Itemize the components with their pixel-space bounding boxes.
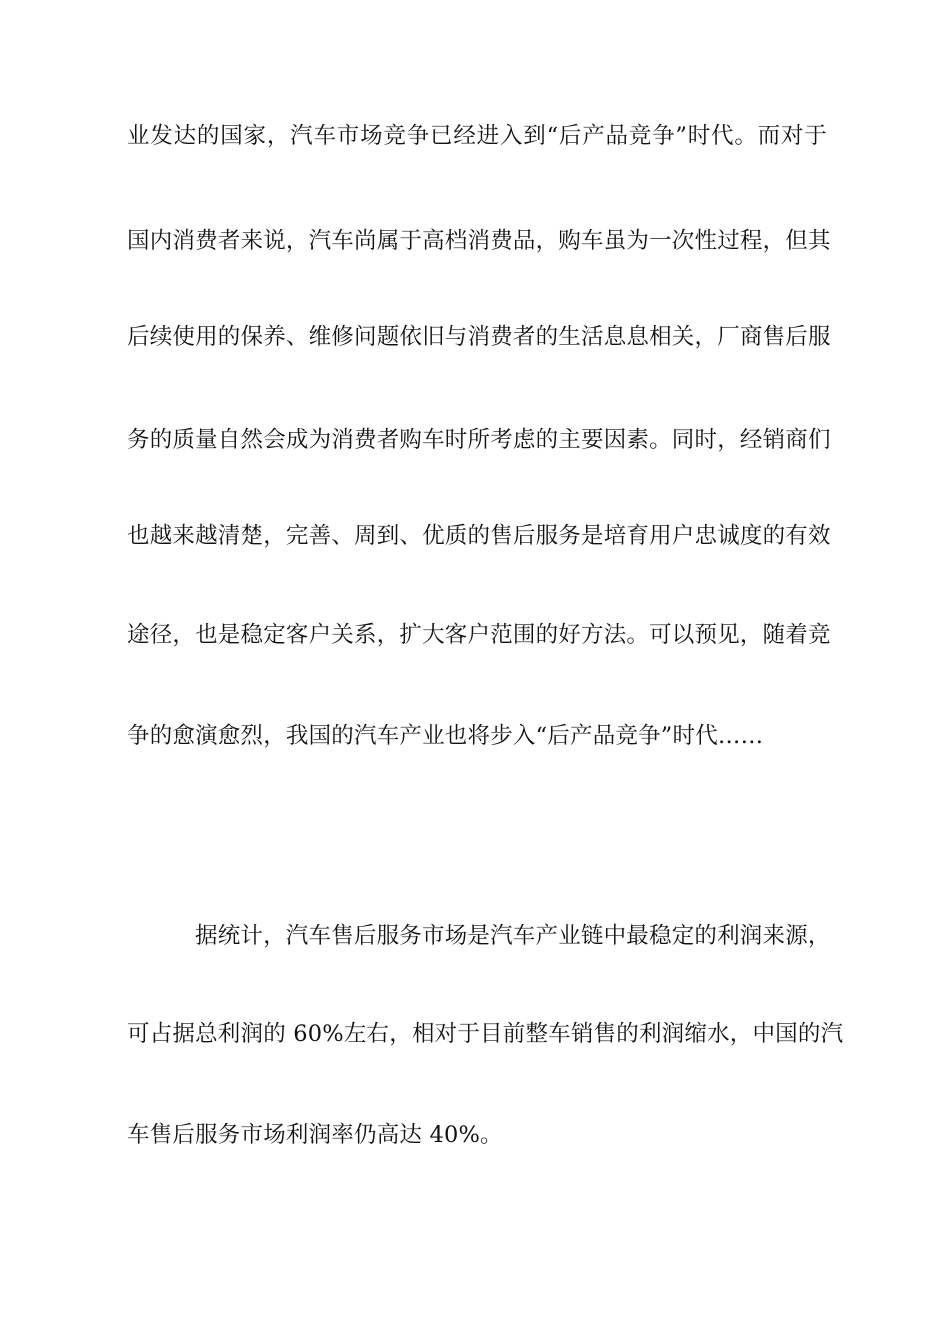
paragraph-2-line-2: 可占据总利润的 60%左右，相对于目前整车销售的利润缩水，中国的汽 <box>127 1021 844 1047</box>
paragraph-2-line-3: 车售后服务市场利润率仍高达 40%。 <box>127 1122 503 1148</box>
paragraph-1-line-2: 国内消费者来说，汽车尚属于高档消费品，购车虽为一次性过程，但其 <box>127 228 831 254</box>
paragraph-1-line-3: 后续使用的保养、维修问题依旧与消费者的生活息息相关，厂商售后服 <box>127 324 831 350</box>
paragraph-1-line-1: 业发达的国家，汽车市场竞争已经进入到“后产品竞争”时代。而对于 <box>127 123 827 149</box>
paragraph-1-line-6: 途径，也是稳定客户关系，扩大客户范围的好方法。可以预见，随着竞 <box>127 622 831 648</box>
paragraph-1-line-5: 也越来越清楚，完善、周到、优质的售后服务是培育用户忠诚度的有效 <box>127 523 831 549</box>
paragraph-1-line-7: 争的愈演愈烈，我国的汽车产业也将步入“后产品竞争”时代…… <box>127 723 764 749</box>
paragraph-1-line-4: 务的质量自然会成为消费者购车时所考虑的主要因素。同时，经销商们 <box>127 427 831 453</box>
paragraph-2-line-1: 据统计，汽车售后服务市场是汽车产业链中最稳定的利润来源， <box>195 923 831 949</box>
